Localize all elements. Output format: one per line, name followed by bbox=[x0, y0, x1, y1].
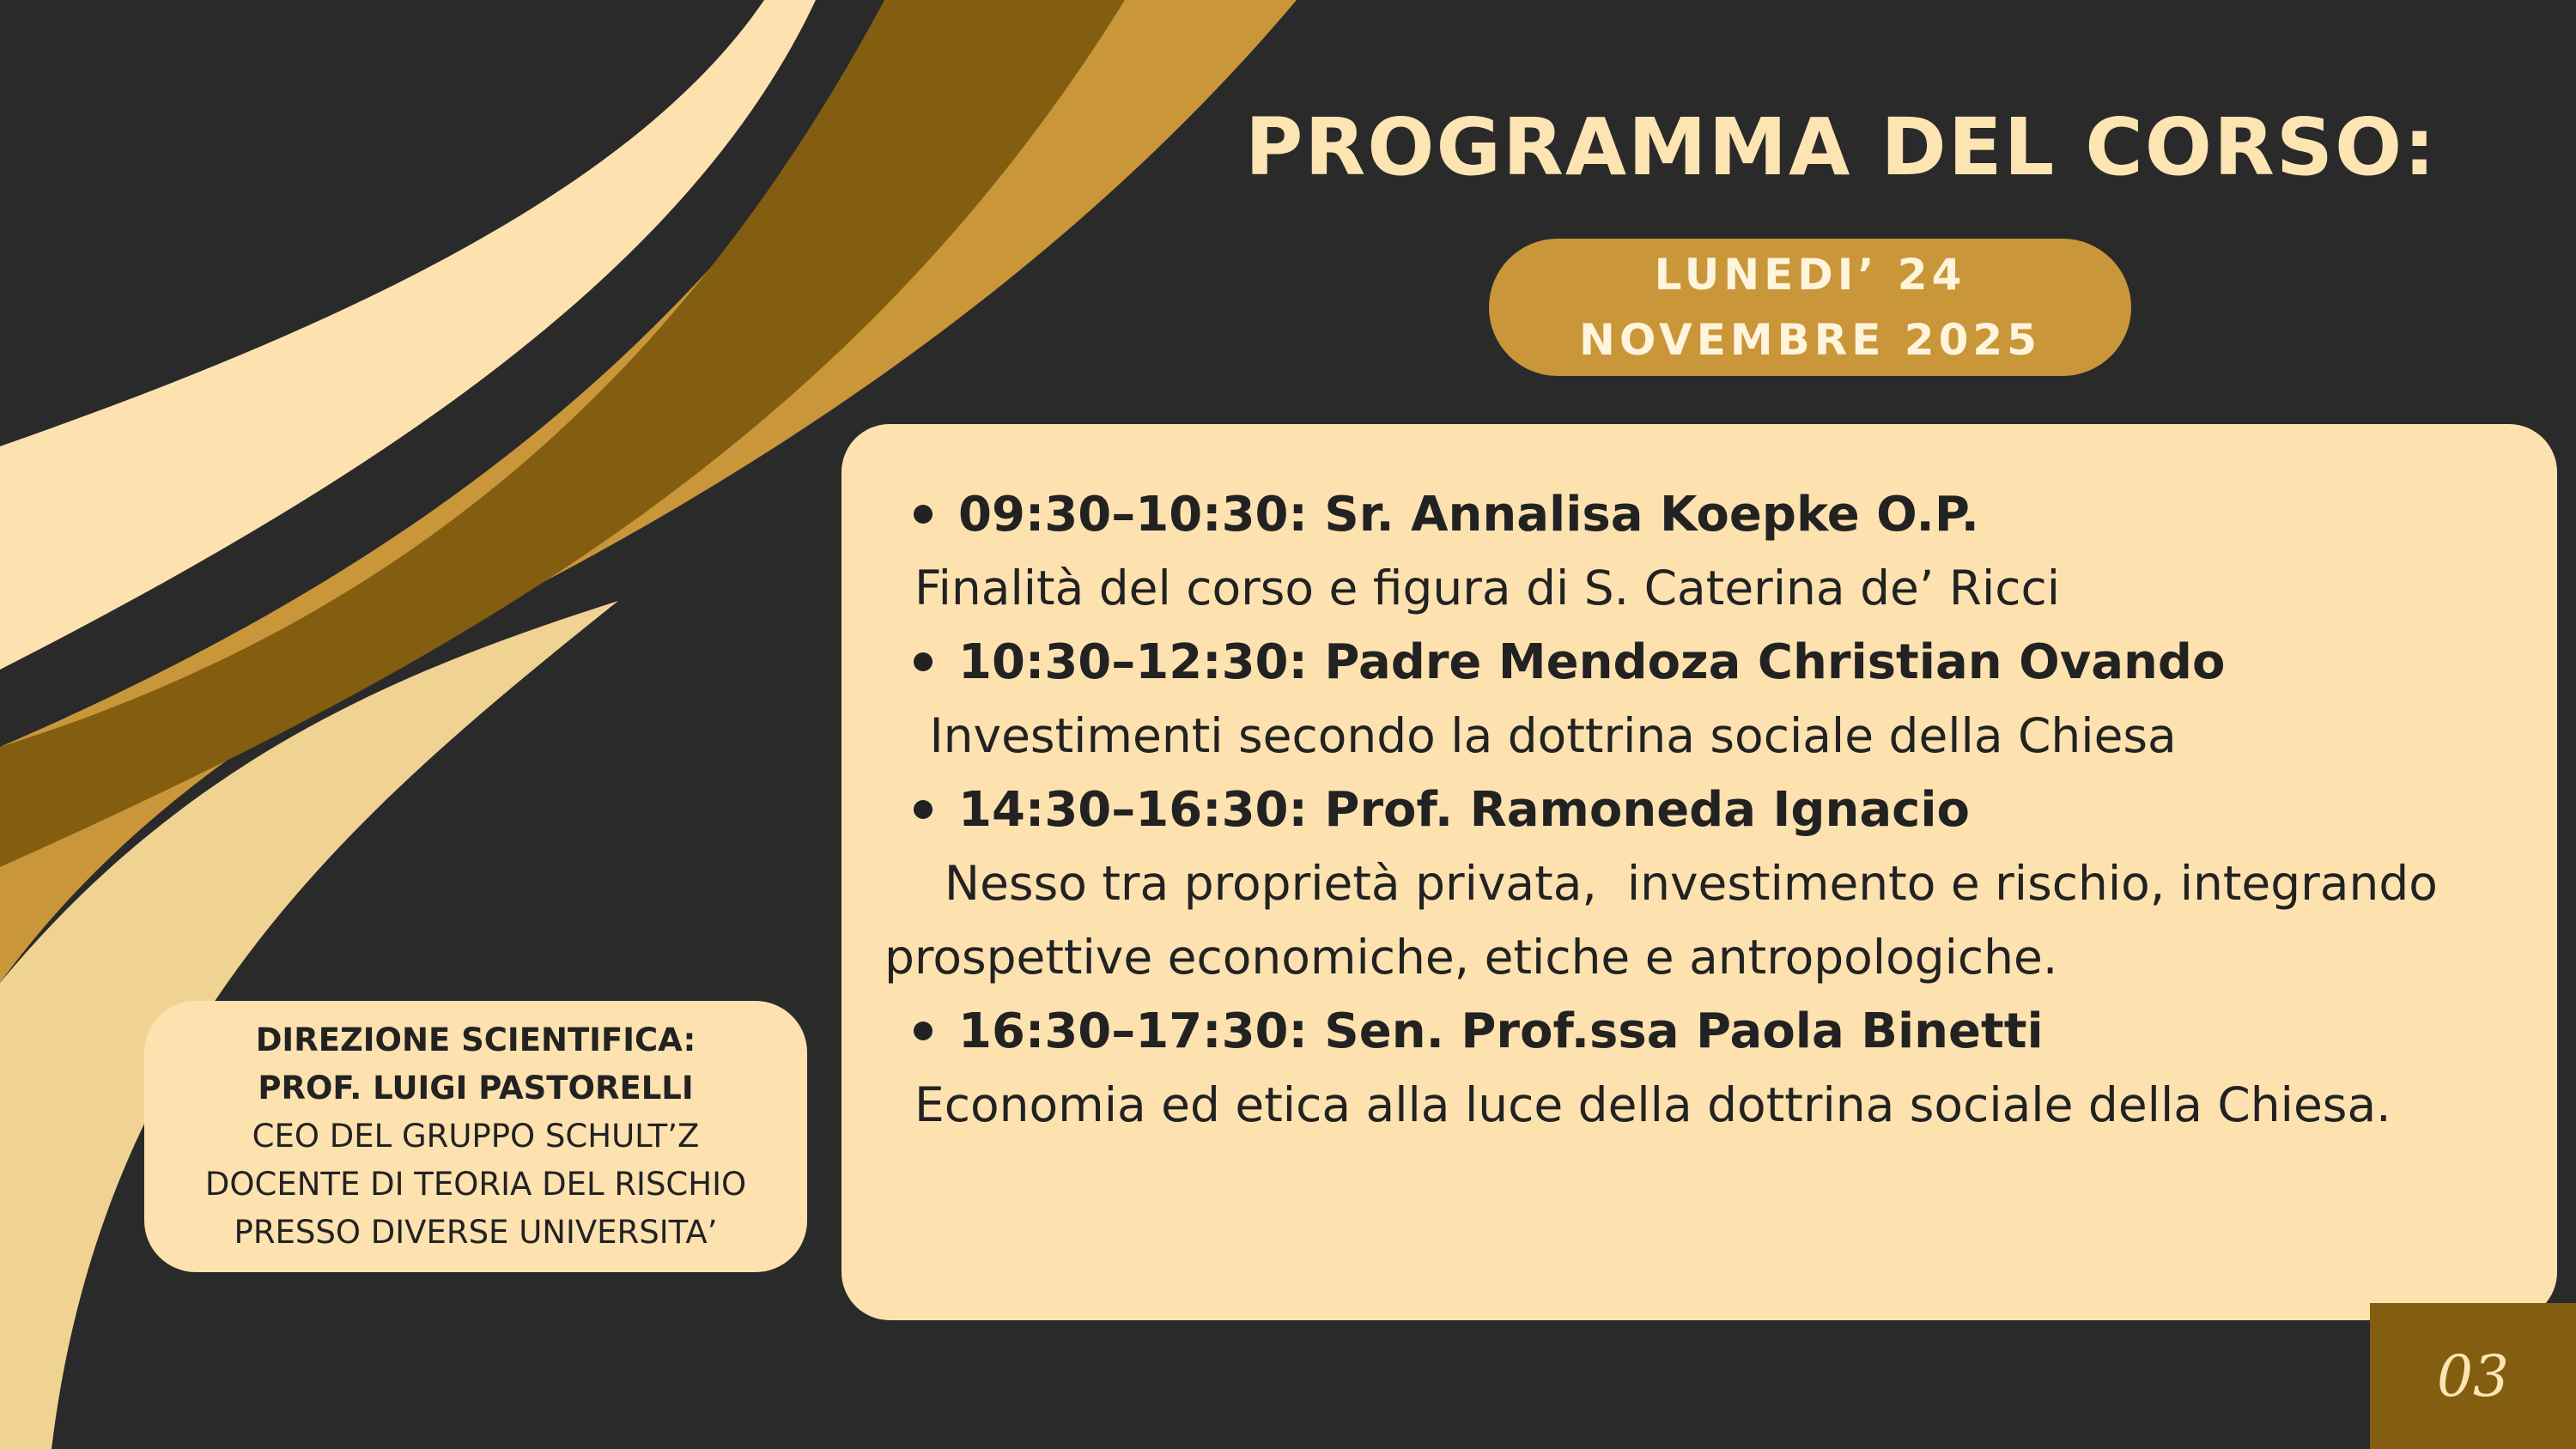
director-role: PRESSO DIVERSE UNIVERSITA’ bbox=[234, 1214, 718, 1251]
slot-description: Economia ed etica alla luce della dottrina sociale della Chiesa. bbox=[884, 1077, 2391, 1132]
program-card bbox=[841, 424, 2557, 1320]
direction-heading: DIREZIONE SCIENTIFICA: bbox=[255, 1022, 696, 1058]
director-name: PROF. LUIGI PASTORELLI bbox=[258, 1070, 694, 1106]
program-slot bbox=[884, 994, 2514, 1142]
slot-time-speaker: 10:30–12:30: Padre Mendoza Christian Ovando bbox=[958, 634, 2226, 690]
slot-time-speaker: 14:30–16:30: Prof. Ramoneda Ignacio bbox=[958, 781, 1970, 838]
date-line-day: LUNEDI’ 24 bbox=[1654, 250, 1966, 300]
bullet-icon bbox=[914, 652, 933, 671]
slot-description: Finalità del corso e figura di S. Caterina de’ Ricci bbox=[884, 561, 2061, 615]
director-role: DOCENTE DI TEORIA DEL RISCHIO bbox=[204, 1166, 747, 1203]
page-number-box bbox=[2370, 1303, 2576, 1449]
bullet-icon bbox=[914, 800, 933, 819]
program-slot bbox=[884, 477, 2514, 625]
slot-heading bbox=[884, 994, 2514, 1068]
slot-description: Nesso tra proprietà privata, investimento e rischio, integrando prospettive economiche, etiche e antropologiche. bbox=[884, 856, 2438, 985]
bullet-icon bbox=[914, 505, 933, 524]
date-line-month-year: NOVEMBRE 2025 bbox=[1579, 315, 2041, 365]
slot-heading bbox=[884, 477, 2514, 551]
slot-heading bbox=[884, 773, 2514, 846]
date-badge bbox=[1489, 239, 2131, 376]
program-slot bbox=[884, 625, 2514, 773]
slot-description: Investimenti secondo la dottrina sociale della Chiesa bbox=[884, 708, 2177, 763]
slot-heading bbox=[884, 625, 2514, 699]
slot-time-speaker: 16:30–17:30: Sen. Prof.ssa Paola Binetti bbox=[958, 1003, 2044, 1059]
page-number: 03 bbox=[2437, 1343, 2509, 1410]
director-role: CEO DEL GRUPPO SCHULT’Z bbox=[252, 1118, 700, 1155]
page-title: PROGRAMMA DEL CORSO: bbox=[1245, 101, 2438, 193]
program-slot bbox=[884, 773, 2514, 994]
scientific-direction-card bbox=[144, 1001, 807, 1272]
slot-time-speaker: 09:30–10:30: Sr. Annalisa Koepke O.P. bbox=[958, 486, 1979, 543]
bullet-icon bbox=[914, 1022, 933, 1040]
